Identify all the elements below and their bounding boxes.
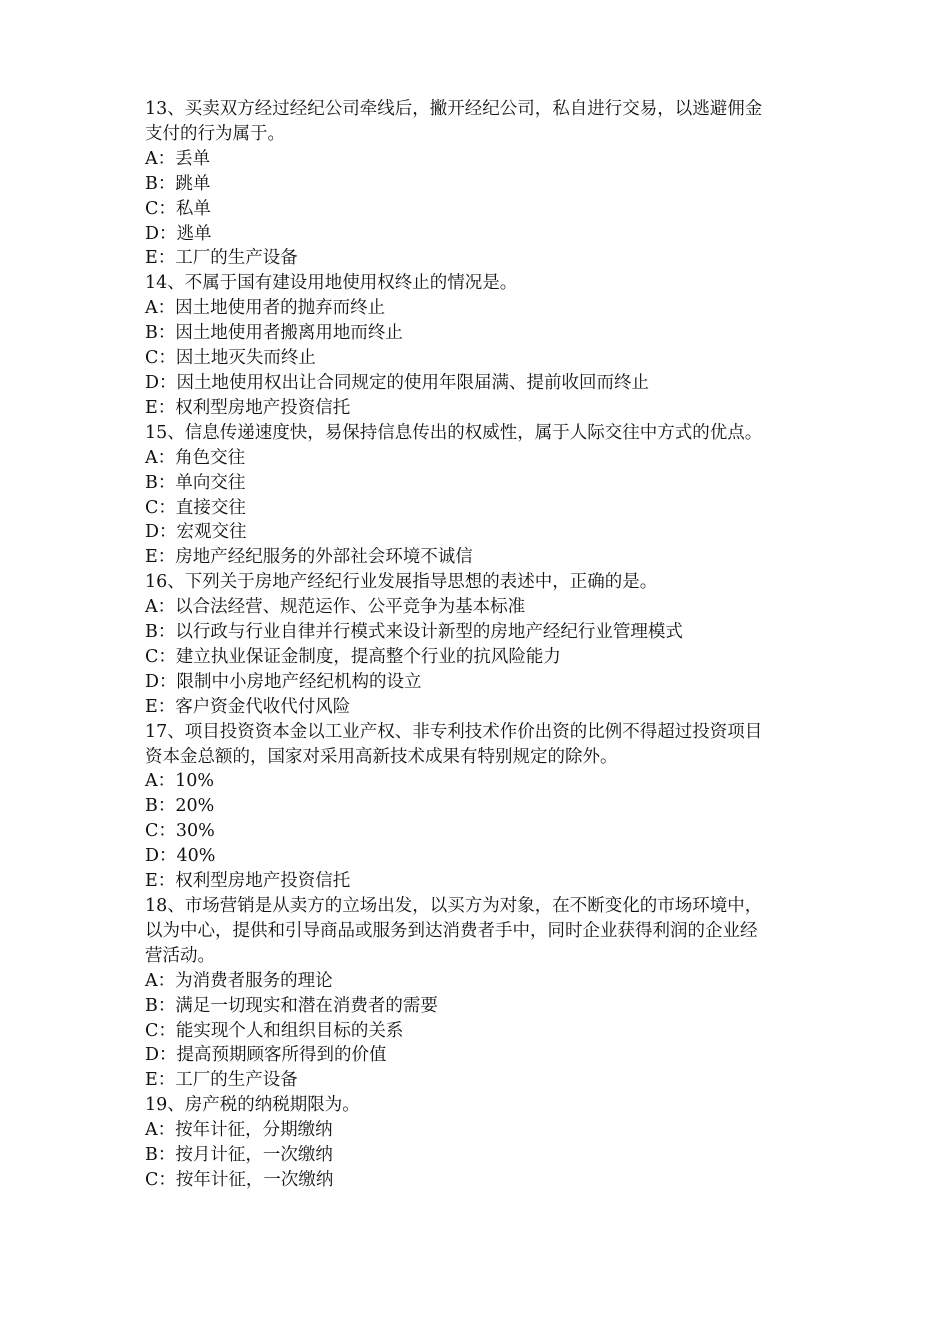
option-c: C：30% bbox=[145, 821, 215, 842]
option-b: B：跳单 bbox=[145, 173, 211, 194]
question-stem-line: 营活动。 bbox=[145, 945, 215, 966]
option-b: B：按月计征，一次缴纳 bbox=[145, 1145, 333, 1166]
option-d: D：40% bbox=[145, 846, 216, 867]
question-stem-line: 15、信息传递速度快，易保持信息传出的权威性，属于人际交往中方式的优点。 bbox=[145, 422, 763, 443]
option-e: E：房地产经纪服务的外部社会环境不诚信 bbox=[145, 547, 473, 568]
question-list bbox=[145, 97, 825, 1193]
question-stem-line: 13、买卖双方经过经纪公司牵线后，撇开经纪公司，私自进行交易，以逃避佣金 bbox=[145, 99, 763, 119]
option-a: A：为消费者服务的理论 bbox=[145, 970, 333, 991]
option-c: C：能实现个人和组织目标的关系 bbox=[145, 1020, 404, 1041]
question-stem-line: 支付的行为属于。 bbox=[145, 123, 285, 144]
option-a: A：因土地使用者的抛弃而终止 bbox=[145, 298, 386, 319]
option-a: A：10% bbox=[145, 771, 215, 792]
question-stem-line: 14、不属于国有建设用地使用权终止的情况是。 bbox=[145, 273, 518, 294]
question-stem-line: 17、项目投资资本金以工业产权、非专利技术作价出资的比例不得超过投资项目 bbox=[145, 721, 763, 742]
option-c: C：直接交往 bbox=[145, 497, 246, 518]
option-a: A：按年计征，分期缴纳 bbox=[145, 1120, 333, 1141]
option-b: B：20% bbox=[145, 796, 215, 817]
option-d: D：因土地使用权出让合同规定的使用年限届满、提前收回而终止 bbox=[145, 372, 650, 393]
question-15 bbox=[145, 421, 825, 570]
option-d: D：限制中小房地产经纪机构的设立 bbox=[145, 671, 422, 692]
option-e: E：工厂的生产设备 bbox=[145, 1070, 298, 1091]
question-18 bbox=[145, 894, 825, 1093]
option-b: B：以行政与行业自律并行模式来设计新型的房地产经纪行业管理模式 bbox=[145, 622, 683, 643]
option-a: A：以合法经营、规范运作、公平竞争为基本标准 bbox=[145, 597, 526, 618]
question-13 bbox=[145, 97, 825, 271]
question-stem-line: 19、房产税的纳税期限为。 bbox=[145, 1095, 360, 1116]
option-e: E：客户资金代收代付风险 bbox=[145, 696, 351, 717]
option-a: A：丢单 bbox=[145, 148, 211, 169]
option-d: D：提高预期顾客所得到的价值 bbox=[145, 1045, 387, 1066]
question-16 bbox=[145, 570, 825, 719]
option-d: D：逃单 bbox=[145, 223, 212, 244]
option-a: A：角色交往 bbox=[145, 447, 246, 468]
option-c: C：私单 bbox=[145, 198, 211, 219]
option-c: C：因土地灭失而终止 bbox=[145, 348, 316, 369]
option-e: E：权利型房地产投资信托 bbox=[145, 871, 351, 892]
option-b: B：满足一切现实和潜在消费者的需要 bbox=[145, 995, 438, 1016]
option-c: C：建立执业保证金制度，提高整个行业的抗风险能力 bbox=[145, 646, 561, 667]
question-stem-line: 资本金总额的，国家对采用高新技术成果有特别规定的除外。 bbox=[145, 746, 618, 767]
question-stem-line: 以为中心，提供和引导商品或服务到达消费者手中，同时企业获得利润的企业经 bbox=[145, 920, 758, 941]
option-d: D：宏观交往 bbox=[145, 522, 247, 543]
option-b: B：单向交往 bbox=[145, 472, 246, 493]
question-17 bbox=[145, 720, 825, 894]
option-b: B：因土地使用者搬离用地而终止 bbox=[145, 323, 403, 344]
option-c: C：按年计征，一次缴纳 bbox=[145, 1169, 334, 1190]
question-14 bbox=[145, 271, 825, 420]
option-e: E：工厂的生产设备 bbox=[145, 248, 298, 269]
question-stem-line: 18、市场营销是从卖方的立场出发，以买方为对象，在不断变化的市场环境中， bbox=[145, 896, 763, 916]
question-19 bbox=[145, 1093, 825, 1193]
question-stem-line: 16、下列关于房地产经纪行业发展指导思想的表述中，正确的是。 bbox=[145, 572, 658, 593]
option-e: E：权利型房地产投资信托 bbox=[145, 397, 351, 418]
